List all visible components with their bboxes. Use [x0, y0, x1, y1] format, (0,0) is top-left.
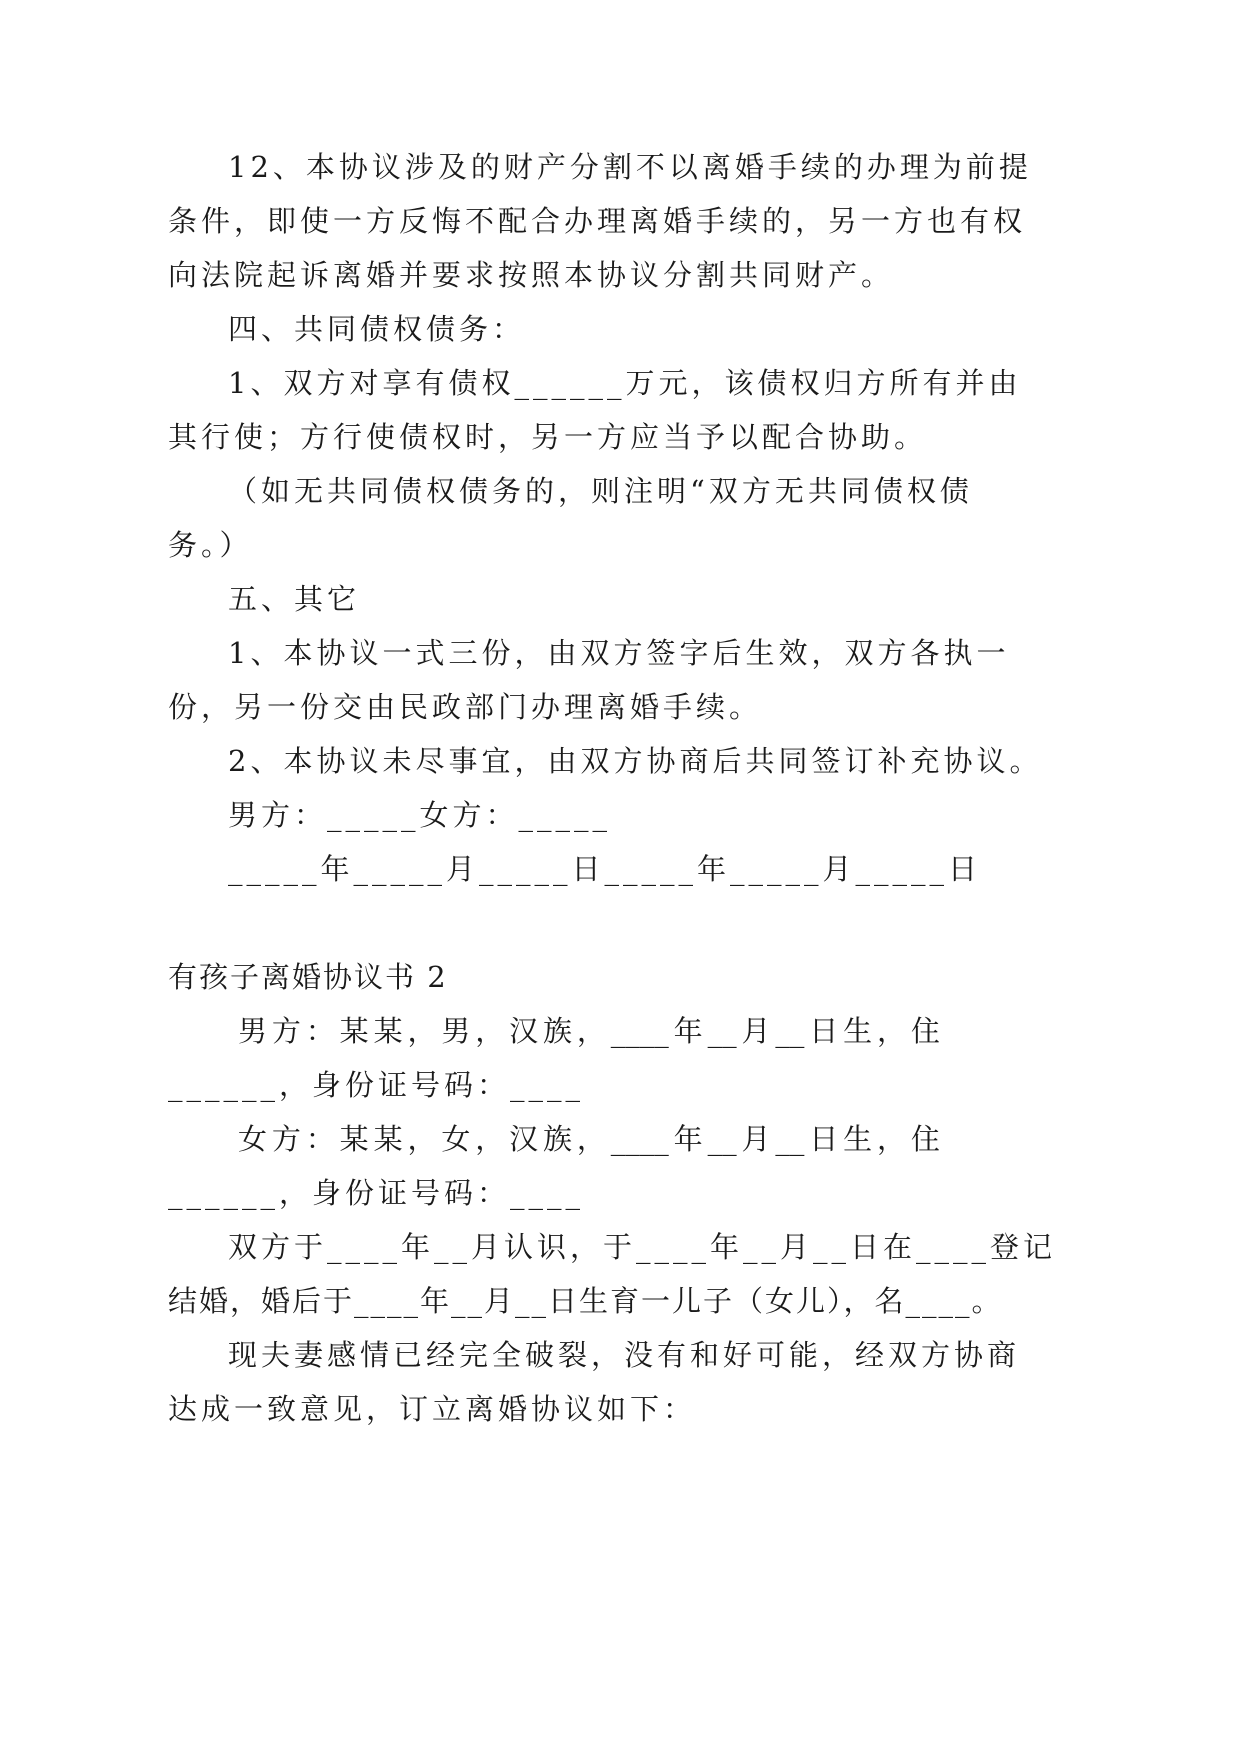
section-5-heading: 五、其它	[228, 582, 361, 616]
second-document-title: 有孩子离婚协议书 2	[168, 960, 448, 994]
marriage-info-line-1: 双方于____年__月认识，于____年__月__日在____登记	[228, 1230, 1057, 1264]
marriage-info-line-2: 结婚，婚后于____年__月__日生育一儿子（女儿），名____。	[168, 1284, 1003, 1318]
agreement-intro-line-2: 达成一致意见，订立离婚协议如下：	[168, 1392, 697, 1426]
section-4-clause-1-line-1: 1、双方对享有债权______万元，该债权归方所有并由	[228, 366, 1022, 400]
man-info-line-1: 男 方 ： 某 某 ， 男 ， 汉 族 ， ____ 年 __ 月 __ 日 生 ， 住	[238, 1014, 940, 1048]
section-5-clause-2: 2、本协议未尽事宜，由双方协商后共同签订补充协议。	[228, 744, 1043, 778]
section-4-note-line-1: （如无共同债权债务的，则注明“双方无共同债权债	[228, 474, 973, 508]
section-4-clause-1-line-2: 其行使；方行使债权时，另一方应当予以配合协助。	[168, 420, 928, 454]
man-info-line-2: ______，身份证号码：____	[168, 1068, 585, 1102]
section-4-note-line-2: 务。）	[168, 528, 253, 562]
section-4-heading: 四、共同债权债务：	[228, 312, 526, 346]
date-line: _____年_____月_____日_____年_____月_____日	[228, 852, 982, 886]
signature-line: 男方：_____女方：_____	[228, 798, 612, 832]
clause-12-line-3: 向法院起诉离婚并要求按照本协议分割共同财产。	[168, 258, 895, 292]
section-5-clause-1-line-1: 1、本协议一式三份，由双方签字后生效，双方各执一	[228, 636, 1010, 670]
clause-12-line-2: 条件，即使一方反悔不配合办理离婚手续的，另一方也有权	[168, 204, 1027, 238]
section-5-clause-1-line-2: 份，另一份交由民政部门办理离婚手续。	[168, 690, 763, 724]
clause-12-line-1: 12、本协议涉及的财产分割不以离婚手续的办理为前提	[228, 150, 1032, 184]
woman-info-line-1: 女 方 ： 某 某 ， 女 ， 汉 族 ， ____ 年 __ 月 __ 日 生 ， 住	[238, 1122, 940, 1156]
agreement-intro-line-1: 现夫妻感情已经完全破裂，没有和好可能，经双方协商	[228, 1338, 1021, 1372]
woman-info-line-2: ______，身份证号码：____	[168, 1176, 585, 1210]
